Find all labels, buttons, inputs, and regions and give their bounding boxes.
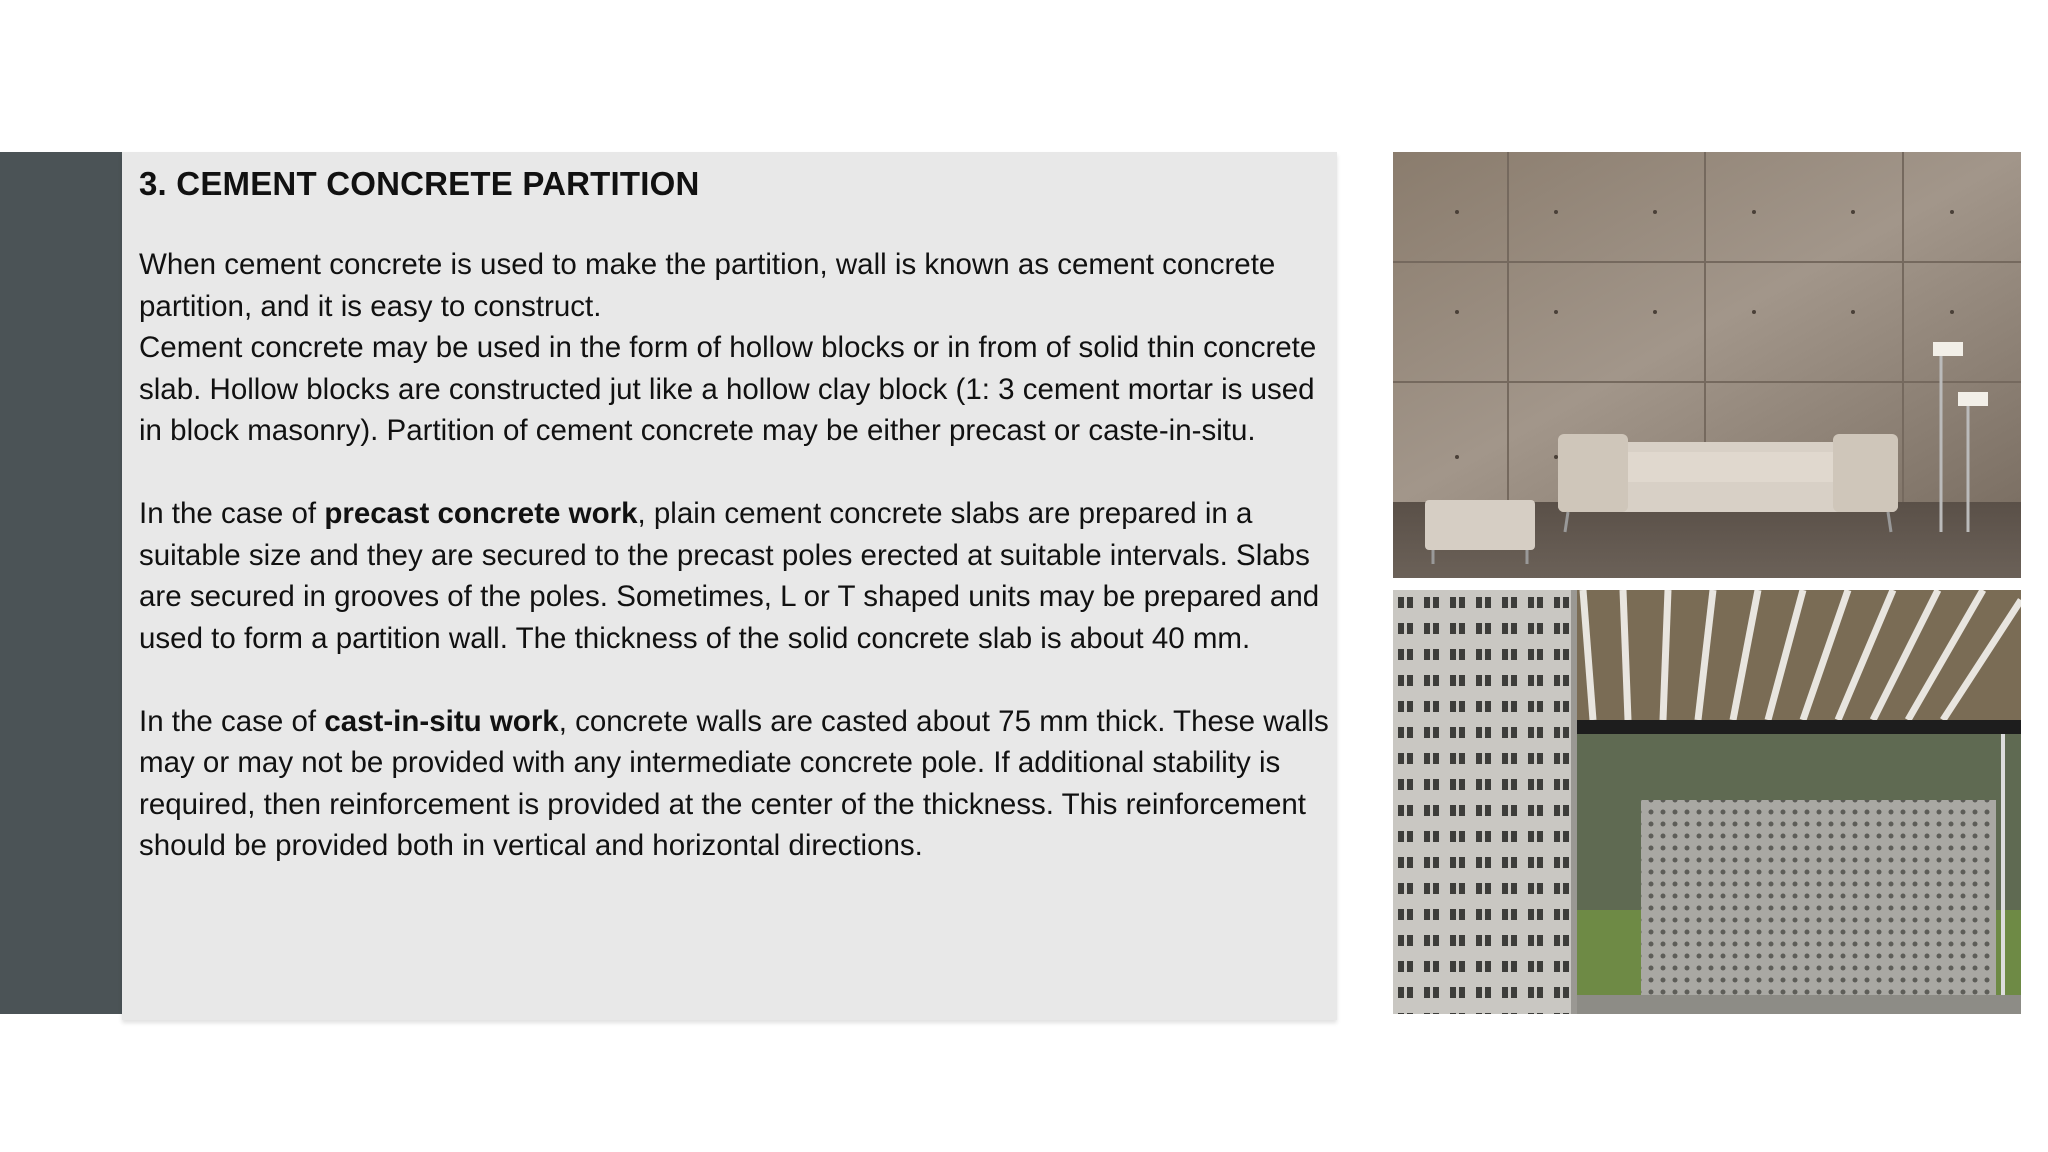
hollow-block-partition-image — [1393, 590, 2021, 1014]
content-text — [139, 162, 1329, 867]
intro-line-2: Cement concrete may be used in the form of hollow blocks or in from of solid thin concrete slab. Hollow blocks are constructed jut like a hollow clay block (1: 3 cement mortar is used in block masonry). Partition of cement concrete may be either precast or caste-in-situ. — [139, 331, 1317, 447]
cast-term: cast-in-situ work — [324, 704, 559, 738]
precast-body: , plain cement concrete slabs are prepared in a suitable size and they are secured to the precast poles erected at suitable intervals. Slabs are secured in grooves of the poles. Sometimes, L or T shaped units may be prepared and used to form a partition wall. The thickness of the solid concrete slab is about 40 mm. — [139, 497, 1320, 655]
precast-term: precast concrete work — [324, 497, 638, 530]
concrete-wall-sofa-illustration — [1393, 152, 2021, 578]
paragraph-cast-in-situ — [139, 701, 1329, 867]
accent-sidebar — [0, 152, 122, 1014]
intro-line-1: When cement concrete is used to make the partition, wall is known as cement concrete partition, and it is easy to construct. — [139, 248, 1276, 323]
content-panel — [122, 152, 1337, 1020]
precast-lead: In the case of — [139, 497, 325, 530]
hollow-block-partition-illustration — [1393, 590, 2021, 1014]
paragraph-precast — [139, 493, 1329, 659]
paragraph-intro — [139, 244, 1329, 452]
cast-lead: In the case of — [139, 704, 325, 738]
concrete-wall-sofa-image — [1393, 152, 2021, 578]
cast-body: , concrete walls are casted about 75 mm thick. These walls may or may not be provided with any intermediate concrete pole. If additional stability is required, then reinforcement is provided at the center of the thickness. This reinforcement should be provided both in vertical and horizontal directions. — [139, 704, 1329, 862]
slide-title: 3. CEMENT CONCRETE PARTITION — [139, 165, 700, 202]
